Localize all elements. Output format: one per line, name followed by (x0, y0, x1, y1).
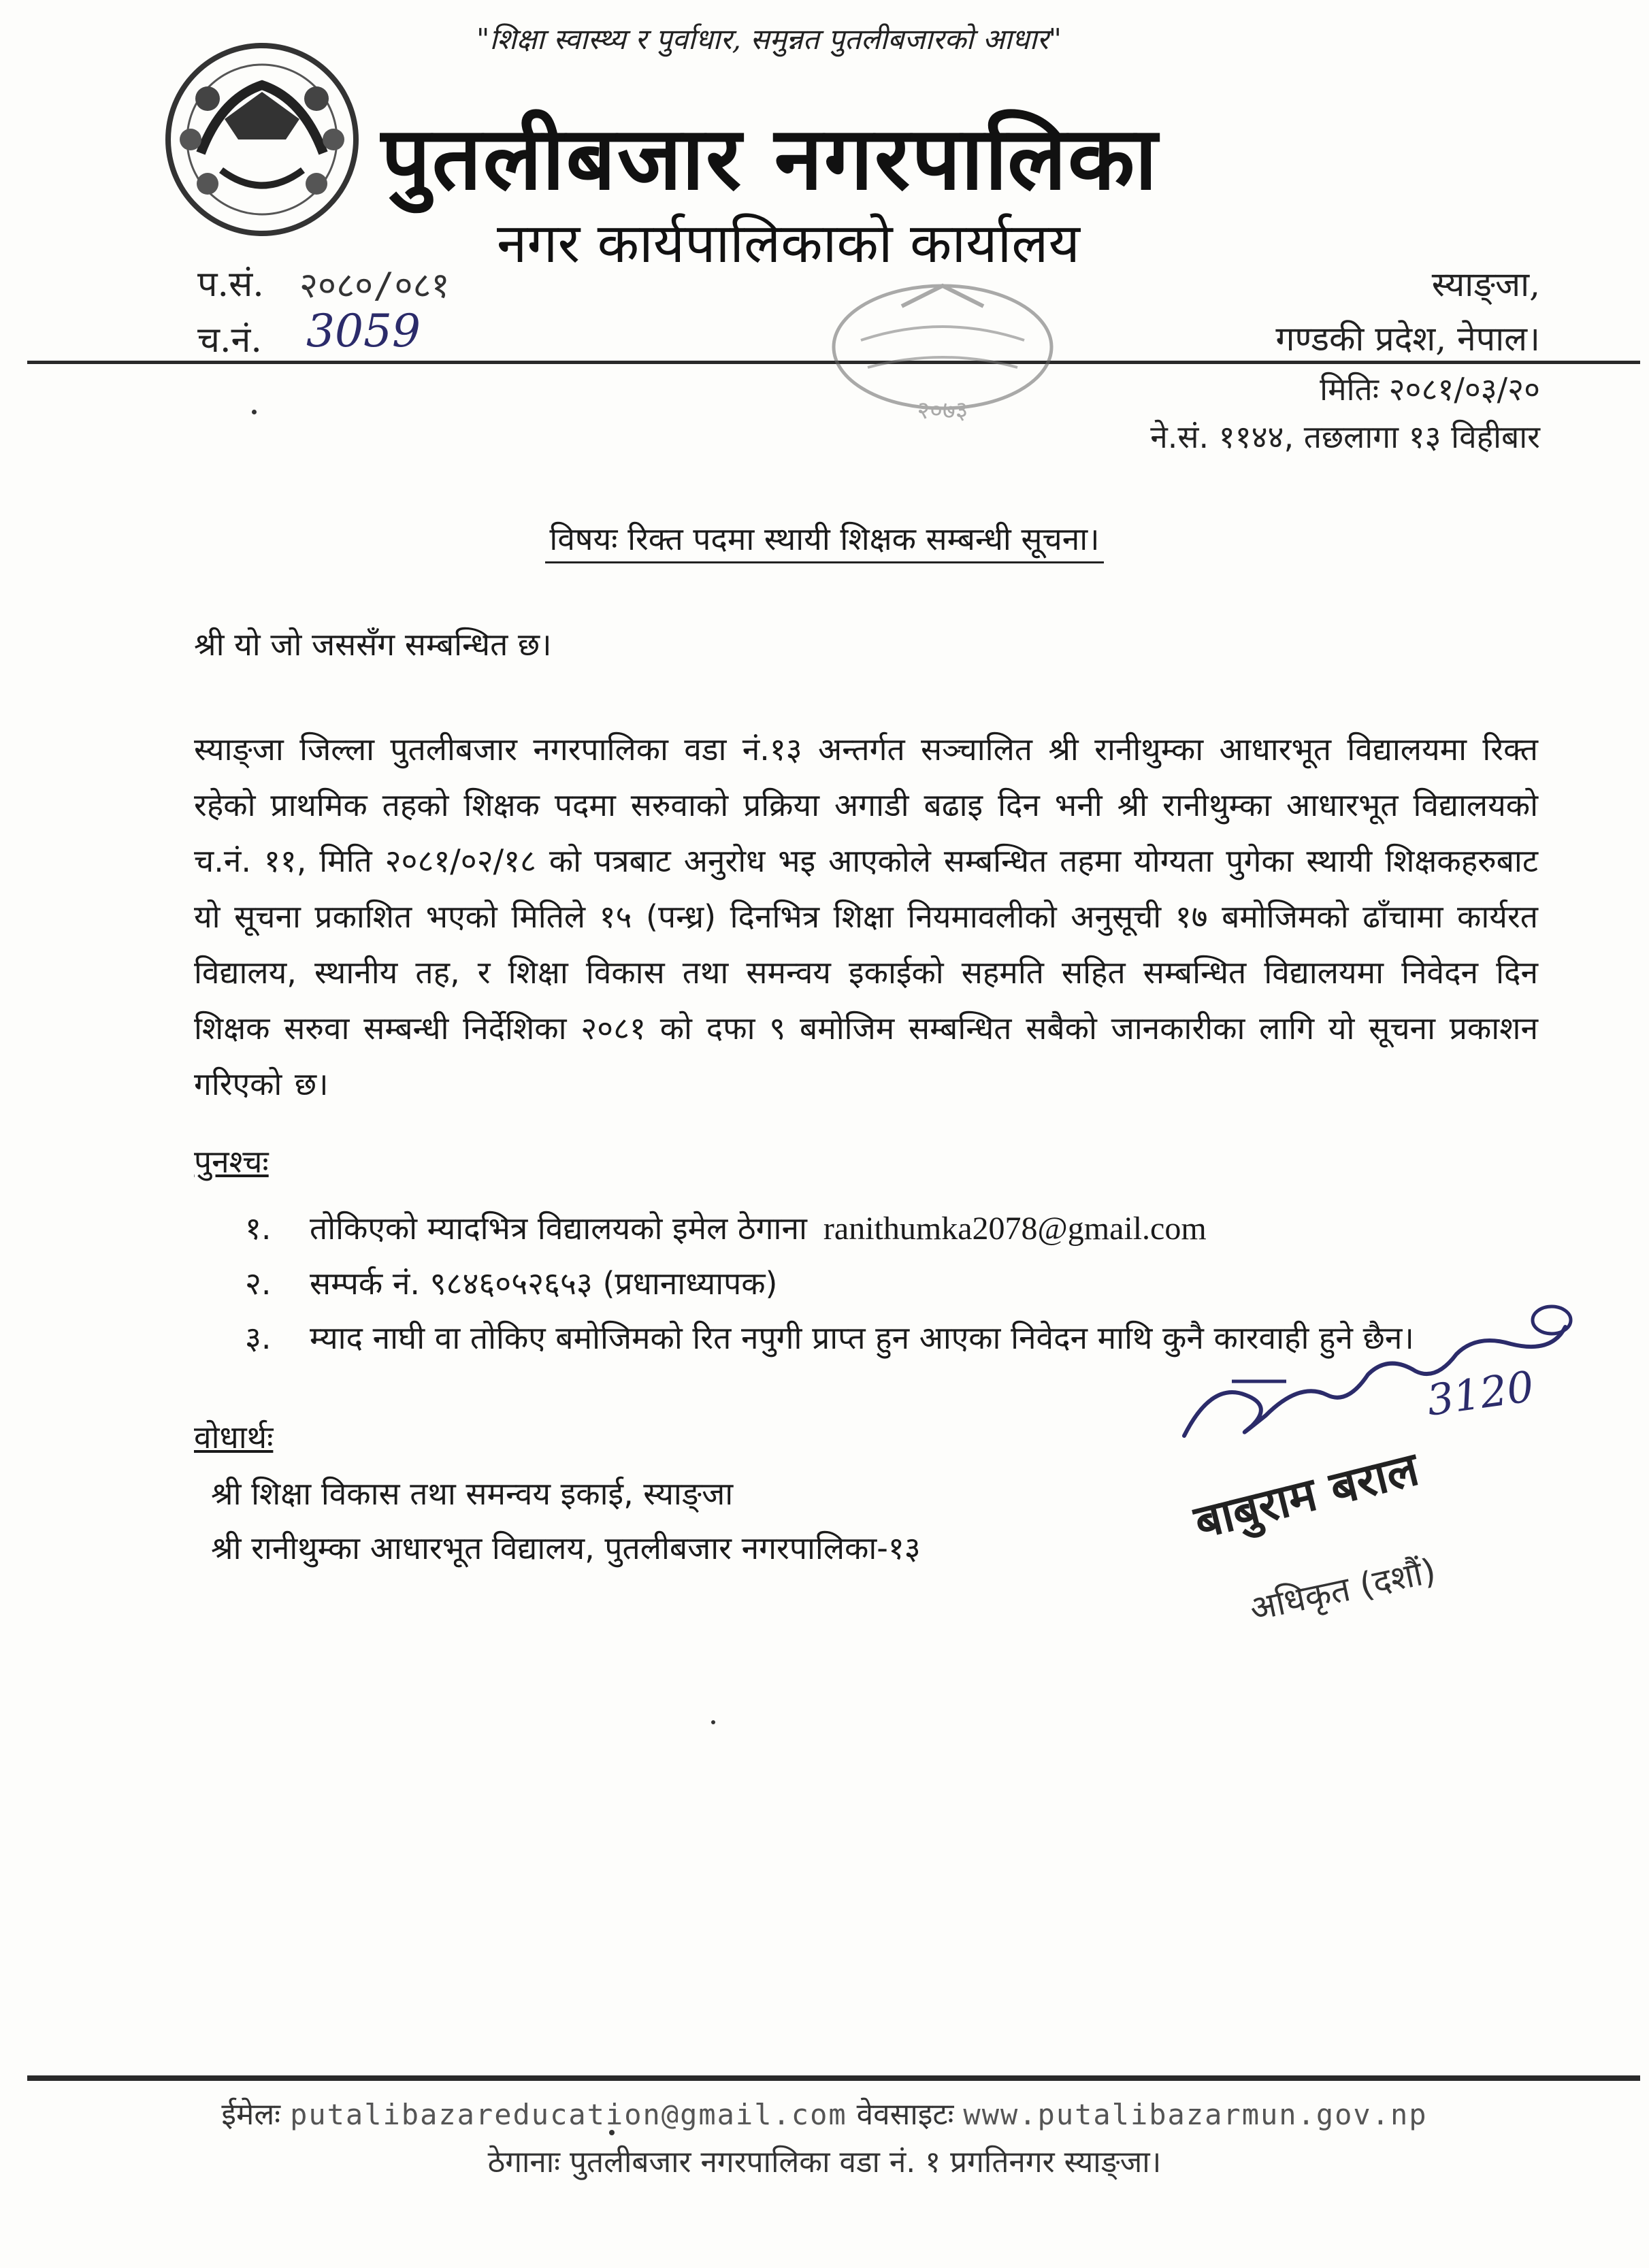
footer-contact (0, 2092, 1649, 2133)
footer-address: ठेगानाः पुतलीबजार नगरपालिका वडा नं. १ प्रगतिनगर स्याङ्जा। (487, 2145, 1162, 2180)
stamp-year: २०७३ (917, 397, 968, 425)
footer-divider (27, 2075, 1640, 2081)
postscript-heading: पुनश्चः (194, 1143, 269, 1180)
dispatch-number-handwritten: 3059 (306, 305, 421, 357)
motto: "शिक्षा स्वास्थ्य र पुर्वाधार, समुन्नत पुतलीबजारको आधार" (476, 22, 1062, 56)
scan-speck (252, 410, 257, 414)
nepal-sambat-date: ने.सं. ११४४, तछलागा १३ विहीबार (1150, 418, 1540, 455)
signature-number: 3120 (1423, 1361, 1537, 1426)
footer-email: putalibazareducation@gmail.com (290, 2098, 847, 2131)
district-address: स्याङ्जा, (1431, 265, 1540, 304)
list-item (245, 1201, 1414, 1256)
notice-body: स्याङ्जा जिल्ला पुतलीबजार नगरपालिका वडा नं.१३ अन्तर्गत सञ्चालित श्री रानीथुम्का आधारभूत विद्यालयमा रिक्त रहेको प्राथमिक तहको शिक्षक पदमा सरुवाको प्रक्रिया अगाडी बढाइ दिन भनी श्री रानीथुम्का आधारभूत विद्यालयको च.नं. ११, मिति २०८१/०२/१८ को पत्रबाट अनुरोध भइ आएकोले सम्बन्धित तहमा योग्यता पुगेका स्थायी शिक्षकहरुबाट यो सूचना प्रकाशित भएको मितिले १५ (पन्ध्र) दिनभित्र शिक्षा नियमावलीको अनुसूची १७ बमोजिमको ढाँचामा कार्यरत विद्यालय, स्थानीय तह, र शिक्षा विकास तथा समन्वय इकाईको सहमति सहित सम्बन्धित विद्यालयमा निवेदन दिन शिक्षक सरुवा सम्बन्धी निर्देशिका २०८१ को दफा ९ बमोजिम सम्बन्धित सबैको जानकारीका लागि यो सूचना प्रकाशन गरिएको छ। (194, 731, 1538, 1102)
subject-text: विषयः रिक्त पदमा स्थायी शिक्षक सम्बन्धी सूचना। (545, 521, 1103, 563)
province-address: गण्डकी प्रदेश, नेपाल। (1275, 319, 1540, 359)
signatory-title: अधिकृत (दशौं) (1246, 1551, 1439, 1629)
dispatch-label: च.नं. (197, 320, 262, 361)
office-name: नगर कार्यपालिकाको कार्यालय (497, 212, 1080, 275)
reference-number: २०८०/०८१ (299, 265, 450, 306)
list-text: म्याद नाघी वा तोकिए बमोजिमको रित नपुगी प्राप्त हुन आएका निवेदन माथि कुनै कारवाही हुने छैन। (310, 1319, 1414, 1356)
footer-website-label: वेवसाइटः (856, 2097, 954, 2132)
scan-speck (711, 1720, 715, 1724)
school-email: ranithumka2078@gmail.com (823, 1211, 1207, 1247)
footer-website: www.putalibazarmun.gov.np (963, 2098, 1428, 2131)
footer-email-label: ईमेलः (221, 2097, 281, 2132)
list-text: तोकिएको म्यादभित्र विद्यालयको इमेल ठेगाना (310, 1210, 807, 1247)
cc-item: श्री रानीथुम्का आधारभूत विद्यालय, पुतलीबजार नगरपालिका-१३ (211, 1530, 921, 1566)
cc-list (211, 1466, 921, 1575)
issue-date: मितिः २०८१/०३/२० (1320, 371, 1540, 408)
reference-label: प.सं. (197, 264, 264, 305)
signatory-name: बाबुराम बराल (1189, 1442, 1424, 1550)
office-stamp (806, 272, 1079, 449)
cc-heading: वोधार्थः (194, 1419, 274, 1456)
list-text: सम्पर्क नं. ९८४६०५२६५३ (प्रधानाध्यापक) (310, 1265, 778, 1302)
list-number: २. (245, 1265, 272, 1302)
organization-name: पुतलीबजार नगरपालिका (381, 108, 1159, 210)
cc-item: श्री शिक्षा विकास तथा समन्वय इकाई, स्याङ्जा (211, 1475, 734, 1512)
government-emblem-logo (160, 37, 364, 242)
subject-line (0, 517, 1649, 559)
handwritten-signature (1171, 1279, 1579, 1456)
list-number: १. (245, 1210, 272, 1247)
list-number: ३. (245, 1319, 272, 1356)
salutation: श्री यो जो जससँग सम्बन्धित छ। (194, 626, 552, 663)
